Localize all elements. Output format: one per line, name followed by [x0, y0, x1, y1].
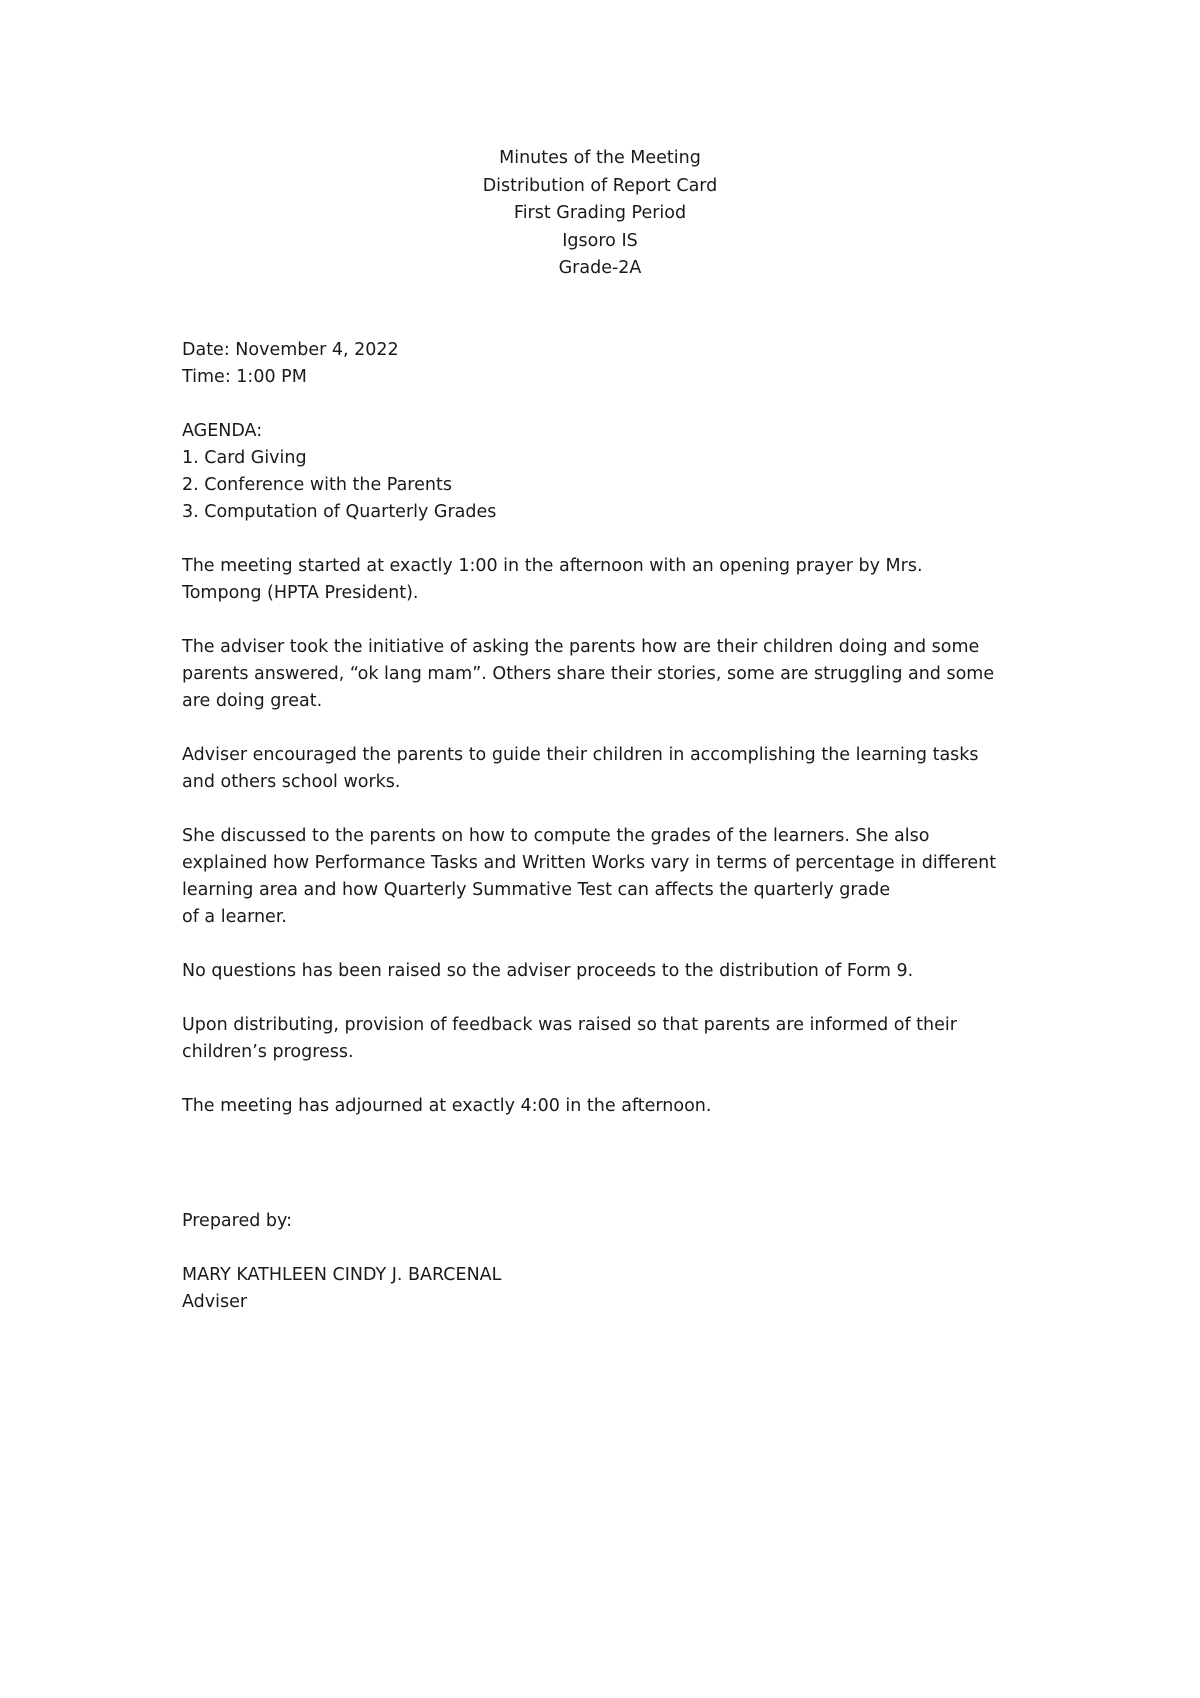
prepared-by-label: Prepared by: [182, 1211, 292, 1231]
signatory-title: Adviser [182, 1292, 248, 1312]
agenda-item: 1. Card Giving [182, 448, 307, 468]
paragraph-line: The meeting started at exactly 1:00 in the afternoon with an opening prayer by Mrs. [182, 556, 923, 576]
paragraph-line: and others school works. [182, 772, 401, 792]
paragraph-line: Upon distributing, provision of feedback was raised so that parents are informed of their [182, 1015, 957, 1035]
paragraph-line: The adviser took the initiative of asking the parents how are their children doing and some [182, 637, 980, 657]
document-header [0, 145, 1200, 283]
paragraph-grading-discussion [182, 823, 1062, 931]
paragraph-encouragement [182, 742, 1062, 796]
signature-block [182, 1208, 501, 1316]
meeting-date: Date: November 4, 2022 [182, 340, 399, 360]
agenda-item: 2. Conference with the Parents [182, 475, 452, 495]
paragraph-line: The meeting has adjourned at exactly 4:00 in the afternoon. [182, 1096, 712, 1116]
meeting-time: Time: 1:00 PM [182, 367, 307, 387]
meeting-meta [182, 337, 1062, 391]
agenda-item: 3. Computation of Quarterly Grades [182, 502, 497, 522]
paragraph-line: No questions has been raised so the adviser proceeds to the distribution of Form 9. [182, 961, 914, 981]
header-title: Minutes of the Meeting [499, 148, 701, 168]
agenda-list [182, 445, 1062, 526]
header-period: First Grading Period [513, 203, 687, 223]
agenda-heading: AGENDA: [182, 421, 263, 441]
header-section: Grade-2A [558, 258, 642, 278]
paragraph-feedback [182, 1012, 1062, 1066]
agenda-section [182, 418, 1062, 526]
header-subtitle: Distribution of Report Card [482, 175, 718, 196]
paragraph-line: Tompong (HPTA President). [182, 583, 419, 603]
paragraph-adjournment [182, 1093, 1062, 1120]
paragraph-line: parents answered, “ok lang mam”. Others share their stories, some are struggling and some [182, 664, 995, 684]
paragraph-adviser-question [182, 634, 1062, 715]
signatory [182, 1262, 501, 1316]
paragraph-line: of a learner. [182, 907, 287, 927]
signatory-name: MARY KATHLEEN CINDY J. BARCENAL [182, 1265, 502, 1285]
header-school: Igsoro IS [562, 230, 638, 251]
paragraph-opening [182, 553, 1062, 607]
paragraph-line: explained how Performance Tasks and Written Works vary in terms of percentage in different [182, 853, 997, 873]
paragraph-line: learning area and how Quarterly Summative Test can affects the quarterly grade [182, 880, 891, 900]
paragraph-distribution [182, 958, 1062, 985]
paragraph-line: Adviser encouraged the parents to guide their children in accomplishing the learning tasks [182, 745, 979, 765]
paragraph-line: children’s progress. [182, 1042, 354, 1062]
document-body [182, 337, 1062, 1147]
paragraph-line: are doing great. [182, 691, 323, 711]
paragraph-line: She discussed to the parents on how to compute the grades of the learners. She also [182, 826, 930, 846]
